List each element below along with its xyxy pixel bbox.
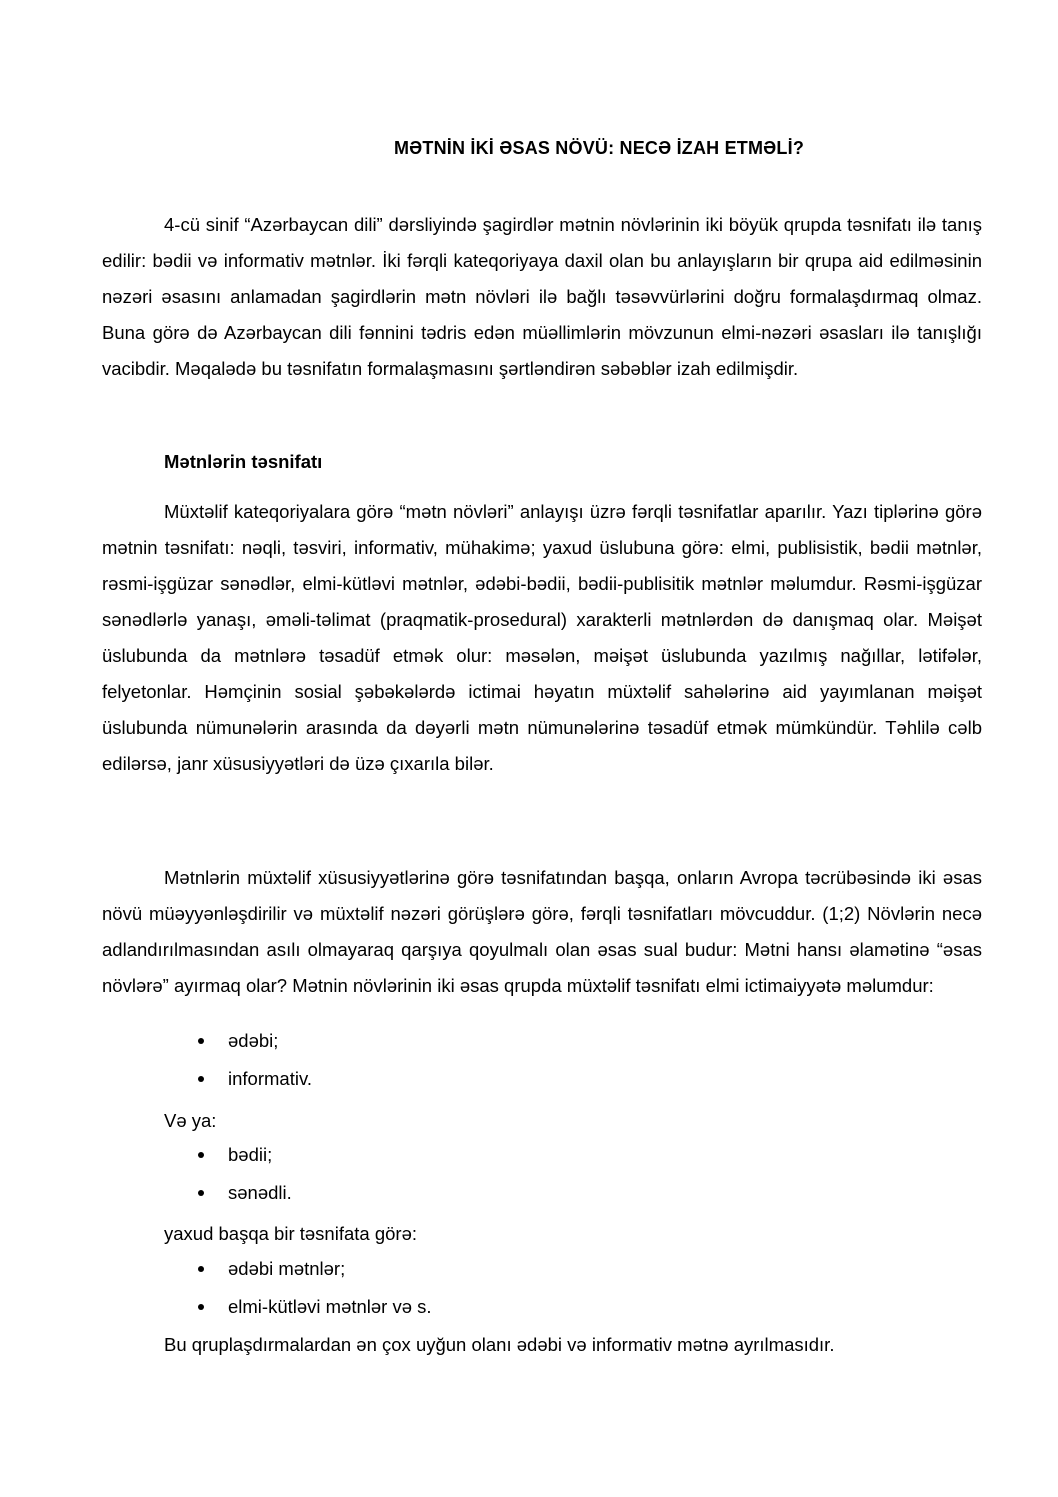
bullet-icon — [198, 1304, 204, 1310]
connector-text: Və ya: — [164, 1110, 217, 1131]
list-item-text: bədii; — [228, 1144, 273, 1165]
bullet-list-2 — [164, 1136, 292, 1212]
list-item — [164, 1250, 432, 1288]
bullet-list-1 — [164, 1022, 312, 1098]
list-item — [164, 1060, 312, 1098]
list-item-text: ədəbi mətnlər; — [228, 1258, 346, 1279]
list-item-text: sənədli. — [228, 1182, 292, 1203]
bullet-icon — [198, 1038, 204, 1044]
bullet-icon — [198, 1266, 204, 1272]
bullet-list-3 — [164, 1250, 432, 1326]
bullet-icon — [198, 1076, 204, 1082]
closing-line: Bu qruplaşdırmalardan ən çox uyğun olanı ədəbi və informativ mətnə ayrılmasıdır. — [164, 1334, 835, 1355]
list-item — [164, 1136, 292, 1174]
list-item-text: ədəbi; — [228, 1030, 279, 1051]
document-title: MƏTNİN İKİ ƏSAS NÖVÜ: NECƏ İZAH ETMƏLİ? — [393, 138, 805, 158]
list-item — [164, 1022, 312, 1060]
connector-text: yaxud başqa bir təsnifata görə: — [164, 1223, 417, 1244]
intro-paragraph: 4-cü sinif “Azərbaycan dili” dərsliyində şagirdlər mətnin növlərinin iki böyük qrupda təsnifatı ilə tanış edilir: bədii və informativ mətnlər. İki fərqli kateqoriyaya daxil olan bu anlayışların bir qrupa aid edilməsinin nəzəri əsasını anlamadan şagirdlərin mətn növləri ilə bağlı təsəvvürlərini doğru formalaşdırmaq olmaz. Buna görə də Azərbaycan dili fənnini tədris edən müəllimlərin mövzunun elmi-nəzəri əsasları ilə tanışlığı vacibdir. Məqalədə bu təsnifatın formalaşmasını şərtləndirən səbəblər izah edilmişdir. — [102, 214, 982, 379]
list-item-text: elmi-kütləvi mətnlər və s. — [228, 1296, 432, 1317]
list-item — [164, 1174, 292, 1212]
bullet-icon — [198, 1152, 204, 1158]
list-item — [164, 1288, 432, 1326]
bullet-icon — [198, 1190, 204, 1196]
list-item-text: informativ. — [228, 1068, 312, 1089]
classification-paragraph: Müxtəlif kateqoriyalara görə “mətn növləri” anlayışı üzrə fərqli təsnifatlar aparılır. Yazı tiplərinə görə mətnin təsnifatı: nəqli, təsviri, informativ, mühakimə; yaxud üslubuna görə: elmi, publisistik, bədii mətnlər, rəsmi-işgüzar sənədlər, elmi-kütləvi mətnlər, ədəbi-bədii, bədii-publisitik mətnlər məlumdur. Rəsmi-işgüzar sənədlərlə yanaşı, əməli-təlimat (praqmatik-prosedural) xarakterli mətnlərdən də danışmaq olar. Məişət üslubunda da mətnlərə təsadüf etmək olur: məsələn, məişət üslubunda yazılmış nağıllar, lətifələr, felyetonlar. Həmçinin sosial şəbəkələrdə ictimai həyatın müxtəlif sahələrinə aid yayımlanan məişət üslubunda nümunələrin arasında da dəyərli mətn nümunələrinə təsadüf etmək mümkündür. Təhlilə cəlb edilərsə, janr xüsusiyyətləri də üzə çıxarıla bilər. — [102, 501, 982, 774]
european-practice-paragraph: Mətnlərin müxtəlif xüsusiyyətlərinə görə təsnifatından başqa, onların Avropa təcrübəsində iki əsas növü müəyyənləşdirilir və müxtəlif nəzəri görüşlərə görə, fərqli təsnifatları mövcuddur. (1;2) Növlərin necə adlandırılmasından asılı olmayaraq qarşıya qoyulmalı olan əsas sual budur: Mətni hansı əlamətinə “əsas növlərə” ayırmaq olar? Mətnin növlərinin iki əsas qrupda müxtəlif təsnifatı elmi ictimaiyyətə məlumdur: — [102, 867, 982, 996]
section-heading: Mətnlərin təsnifatı — [164, 451, 323, 472]
